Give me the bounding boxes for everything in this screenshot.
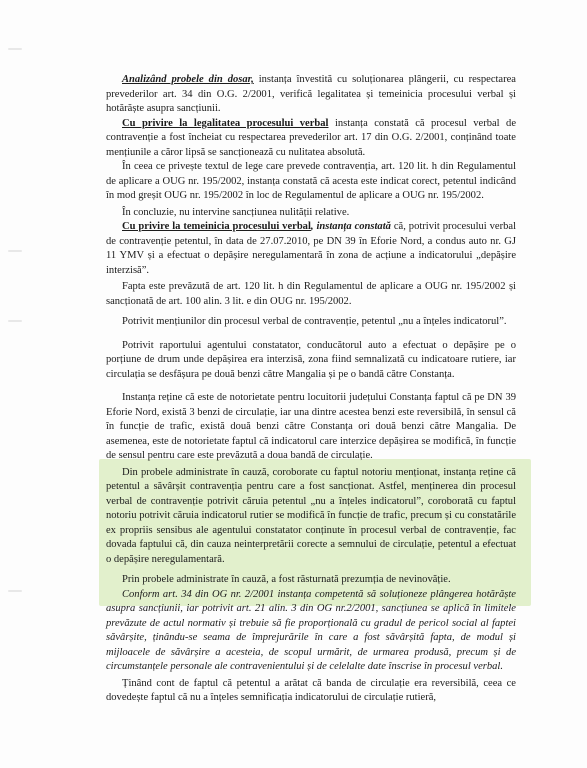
paragraph: Fapta este prevăzută de art. 120 lit. h din Regulamentul de aplicare a OUG nr. 195/2002 și sancționată de art. 100 alin. 3 lit. e din OUG nr. 195/2002. [106, 281, 516, 307]
paragraph-highlighted: Din probele administrate în cauză, coroborate cu faptul notoriu menționat, instanța reține că petentul a săvârșit contravenția pentru care a fost sancționat. Astfel, menținerea din procesul verbal de contravenție potrivit căruia petentul „nu a înțeles indicatorul”, coroborată cu faptul notoriu potrivit căruia indicatorul rutier se modifică în funcție de trafic, precum și cu constatările ex propriis sensibus ale agentului constatator conținute în procesul verbal de contravenție, fac dovada faptului că, din cauza neinterpretării corecte a semnului de circulație, petentul a efectuat o depășire neregulamentară. [106, 466, 516, 565]
paragraph: În concluzie, nu intervine sancțiunea nulității relative. [122, 206, 350, 218]
paragraph-italic: Conform art. 34 din OG nr. 2/2001 instanța competentă să soluționeze plângerea hotărăște asupra sancțiunii, iar potrivit art. 21 alin. 3 din OG nr.2/2001, sancțiunea se aplică în limitele prevăzute de actul normativ și trebuie să fie proporțională cu gradul de pericol social al faptei săvârșite, ținându-se seama de împrejurările în care a fost săvârșită fapta, de modul și mijloacele de săvârșire a acesteia, de scopul urmărit, de urmarea produsă, precum și de circumstanțele personale ale contravenientului și de celelalte date înscrise în procesul verbal. [106, 588, 516, 672]
margin-speck [8, 590, 22, 592]
paragraph: Potrivit mențiunilor din procesul verbal de contravenție, petentul „nu a înțeles indicatorul”. [122, 316, 507, 327]
paragraph-highlighted: Instanța reține că este de notorietate pentru locuitorii județului Constanța faptul că pe DN 39 Eforie Nord, există 3 benzi de circulație, iar una dintre acestea benzi este reversibilă, în sensul că în funcție de trafic, există două benzi către Constanța ori două benzi către Mangalia. De asemenea, este de notorietate faptul că indicatorul care interzice depășirea se modifică, în funcție de sensul pentru care este prevăzută a doua bandă de circulație. [106, 392, 516, 461]
paragraph: Analizând probele din dosar, instanța învestită cu soluționarea plângerii, cu respectarea prevederilor art. 34 din O.G. 2/2001, verifică legalitatea și temeinicia procesului verbal și hotărăște asupra sancțiunii. [106, 74, 516, 114]
paragraph-lead: Analizând probele din dosar, [122, 74, 254, 85]
section-heading-legality: Cu privire la legalitatea procesului verbal [122, 117, 329, 129]
paragraph: În ceea ce privește textul de lege care prevede contravenția, art. 120 lit. h din Regulamentul de aplicare a OUG nr. 195/2002, instanța constată că acesta este indicat corect, petentul indicând în mod greșit OUG nr. 195/2002 în loc de Regulamentul de aplicare a OUG nr. 195/2002. [106, 161, 516, 201]
paragraph: Potrivit raportului agentului constatator, conducătorul auto a efectuat o depășire pe o porțiune de drum unde depășirea era interzisă, zona fiind semnalizată cu indicatoare rutiere, iar circulația se desfășura pe două benzi către Mangalia și pe o bandă către Constanța. [106, 339, 516, 380]
margin-speck [8, 250, 22, 252]
margin-speck [8, 48, 22, 50]
margin-speck [8, 320, 22, 322]
section-heading-merits: Cu privire la temeinicia procesului verbal [122, 221, 311, 232]
document-body [106, 73, 516, 706]
paragraph: Cu privire la legalitatea procesului verbal instanța constată că procesul verbal de contravenție a fost încheiat cu respectarea prevederilor art. 17 din O.G. 2/2001, conținând toate mențiunile a căror lipsă se sancționează cu nulitatea absolută. [106, 117, 516, 158]
paragraph: Cu privire la temeinicia procesului verbal, instanța constată că, potrivit procesului verbal de contravenție petentul, în data de 27.07.2010, pe DN 39 în Eforie Nord, a condus auto nr. GJ 11 YMV și a efectuat o depășire neregulamentară în zona de acțiune a indicatorului „depășire interzisă”. [106, 221, 517, 276]
paragraph: Ținând cont de faptul că petentul a arătat că banda de circulație era reversibilă, ceea ce dovedește faptul că nu a înțeles semnificația indicatorului de circulație rutieră, [106, 677, 516, 703]
paragraph: Prin probele administrate în cauză, a fost răsturnată prezumția de nevinovăție. [122, 574, 451, 585]
